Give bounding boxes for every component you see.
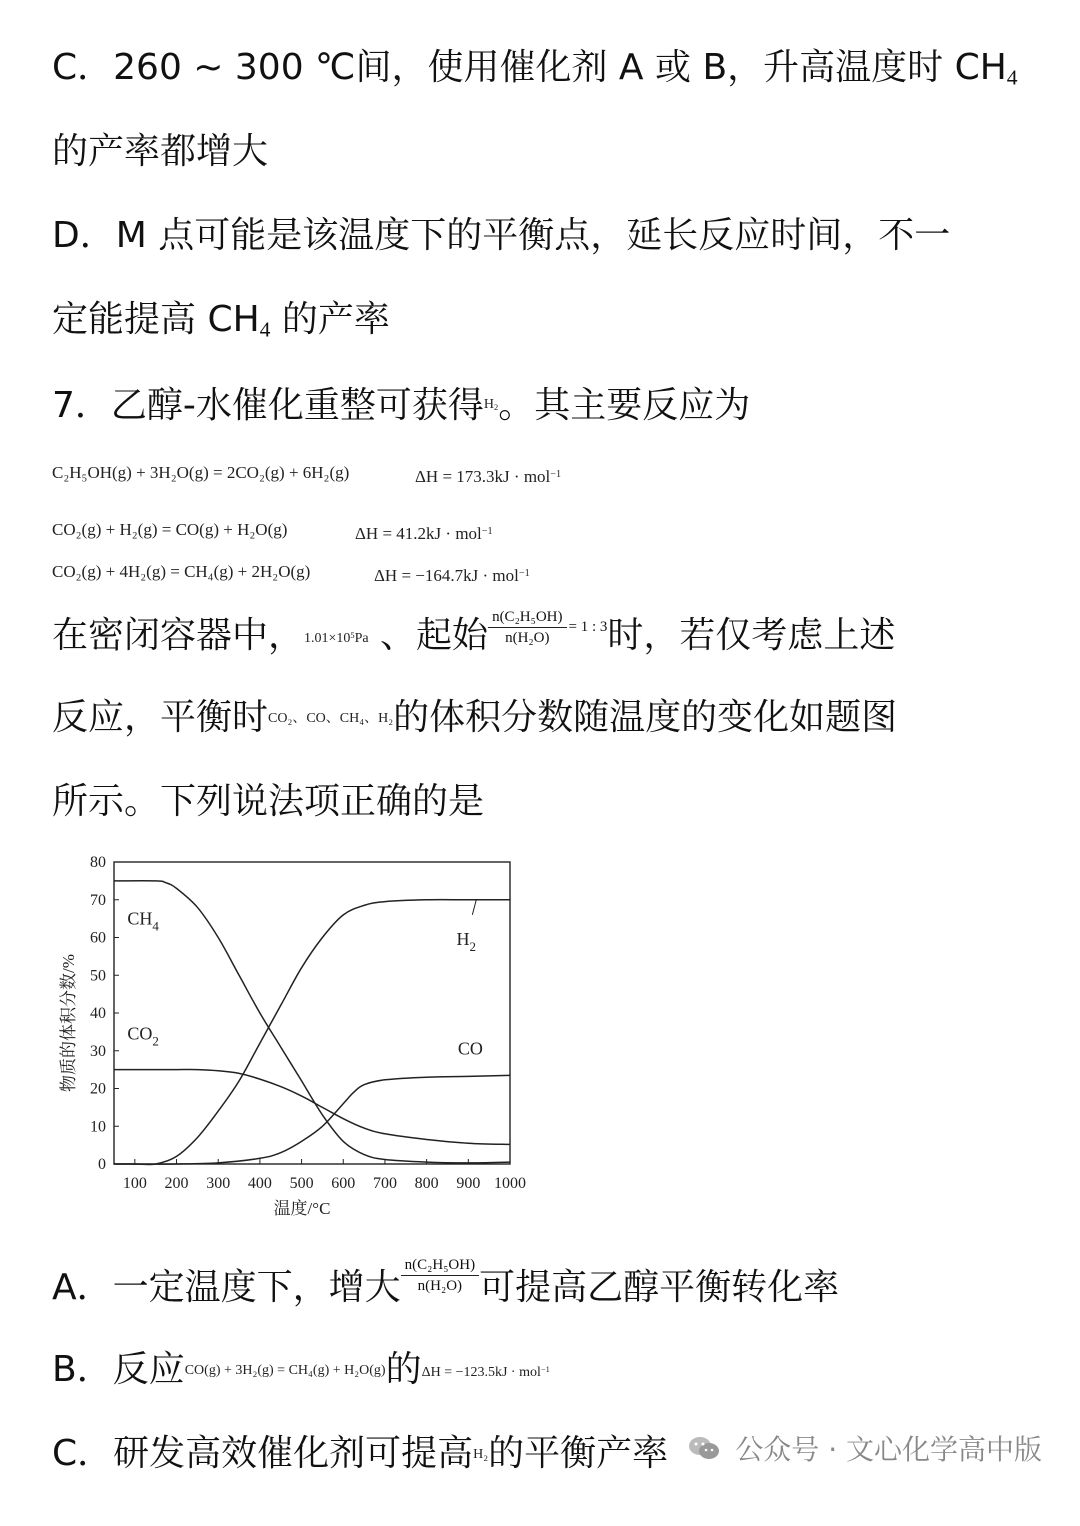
option-b-dh	[422, 1365, 550, 1380]
option-d-text-end: 的产率	[270, 299, 390, 340]
series-line-h2	[114, 900, 510, 1165]
x-tick-label: 1000	[494, 1175, 526, 1192]
h2-label-leader	[472, 900, 476, 915]
x-tick-label: 600	[331, 1175, 356, 1192]
question-7-text: 7．乙醇-水催化重整可获得	[52, 385, 484, 426]
equation-1	[52, 463, 562, 486]
y-tick-label: 0	[98, 1156, 106, 1173]
fraction-denominator: n(H₂O)	[505, 629, 550, 646]
pressure-mantissa: 1.01×10	[304, 630, 351, 646]
series-label-ch4: $CH_4$	[127, 908, 159, 934]
volume-fraction-chart	[50, 840, 530, 1235]
figure-intro-line	[52, 780, 484, 824]
ratio-fraction	[488, 607, 566, 648]
option-b-mid: 的	[385, 1349, 422, 1390]
pressure-exponent: 5	[350, 630, 355, 640]
option-c-previous-text: C．260 ~ 300 ℃间，使用催化剂 A 或 B，升高温度时 CH	[52, 47, 1007, 88]
equation-2-dh-value: ΔH = 41.2kJ · mol	[355, 524, 482, 543]
reaction-text: 反应，平衡时	[52, 697, 269, 738]
condition-end: 时，若仅考虑上述	[607, 615, 896, 656]
equation-1-dh	[415, 467, 561, 487]
pressure-value	[304, 631, 369, 646]
wechat-icon	[687, 1434, 721, 1462]
y-tick-label: 30	[90, 1042, 106, 1060]
option-b-text: B．反应	[52, 1349, 185, 1390]
fraction-numerator: n(C₂H₅OH)	[401, 1255, 479, 1276]
x-tick-label: 800	[414, 1175, 439, 1192]
y-axis-label: 物质的体积分数/%	[59, 954, 78, 1092]
option-a-line	[52, 1256, 840, 1310]
equation-3	[52, 562, 530, 585]
condition-line	[52, 608, 896, 659]
y-tick-label: 80	[90, 854, 106, 871]
option-c-line	[52, 1432, 668, 1476]
series-line-ch4	[114, 881, 510, 1163]
initial-ratio	[488, 605, 607, 649]
option-c-previous-text-cont: 的产率都增大	[52, 131, 269, 172]
equation-1-dh-value: ΔH = 173.3kJ · mol	[415, 467, 551, 486]
equation-3-lhs: CO₂(g) + 4H₂(g) = CH₄(g) + 2H₂O(g)	[52, 562, 311, 581]
y-tick-label: 50	[90, 967, 106, 985]
equation-3-dh-exp: −1	[518, 567, 530, 579]
ch4-subscript: 4	[259, 317, 271, 342]
reaction-line	[52, 696, 897, 740]
x-axis-label: 温度/°C	[273, 1199, 331, 1218]
equation-3-dh	[374, 566, 530, 586]
y-tick-label: 70	[90, 891, 106, 909]
condition-start: 、起始	[368, 615, 489, 656]
option-a-fraction	[401, 1255, 479, 1296]
question-7-text-end: 。其主要反应为	[498, 385, 751, 426]
option-a-text-end: 可提高乙醇平衡转化率	[479, 1267, 840, 1308]
equation-2-lhs: CO₂(g) + H₂(g) = CO(g) + H₂O(g)	[52, 520, 288, 539]
option-d-text: D．M 点可能是该温度下的平衡点，延长反应时间，不一	[52, 215, 951, 256]
plot-frame	[114, 862, 510, 1164]
option-c-previous-line1	[52, 46, 1018, 99]
y-tick-label: 60	[90, 929, 106, 947]
series-line-co2	[114, 1070, 510, 1145]
equation-2	[52, 520, 493, 543]
h2-symbol: H	[483, 397, 495, 413]
option-d-line1	[52, 214, 950, 258]
condition-text: 在密闭容器中，	[52, 615, 305, 656]
option-c-previous-line2	[52, 130, 268, 174]
equation-2-dh-exp: −1	[481, 525, 493, 537]
x-tick-label: 100	[122, 1175, 147, 1192]
fraction-denominator: n(H₂O)	[417, 1277, 463, 1294]
option-b-equation: CO(g) + 3H₂(g) = CH₄(g) + H₂O(g)	[184, 1363, 386, 1378]
fraction-numerator: n(C₂H₅OH)	[488, 607, 566, 628]
option-a-fraction-body	[401, 1255, 479, 1296]
series-label-co: CO	[457, 1038, 483, 1059]
option-d-line2	[52, 298, 390, 351]
question-7-stem	[52, 384, 750, 428]
x-tick-label: 300	[206, 1175, 231, 1192]
equation-2-dh	[355, 524, 493, 544]
x-tick-label: 900	[456, 1175, 481, 1192]
equation-1-lhs: C₂H₅OH(g) + 3H₂O(g) = 2CO₂(g) + 6H₂(g)	[52, 463, 350, 482]
y-tick-label: 20	[90, 1080, 106, 1098]
series-line-co	[114, 1075, 510, 1164]
chart-series	[114, 881, 510, 1165]
equation-1-dh-exp: −1	[550, 468, 562, 480]
figure-intro-text: 所示。下列说法项正确的是	[52, 781, 485, 822]
option-c-h2: H₂	[473, 1447, 489, 1462]
option-b-line	[52, 1348, 550, 1392]
option-c-text-end: 的平衡产率	[488, 1433, 669, 1474]
x-tick-label: 400	[247, 1175, 272, 1192]
x-tick-label: 200	[164, 1175, 189, 1192]
reaction-text-end: 的体积分数随温度的变化如题图	[393, 697, 898, 738]
h2-formula	[484, 397, 498, 412]
pressure-unit: Pa	[354, 630, 369, 646]
series-label-h2: $H_2$	[456, 929, 476, 955]
y-tick-label: 10	[90, 1118, 106, 1136]
y-tick-label: 40	[90, 1005, 106, 1022]
chart-labels	[127, 900, 482, 1059]
x-tick-label: 700	[372, 1175, 397, 1192]
x-tick-label: 500	[289, 1175, 314, 1192]
ratio-value: = 1 : 3	[568, 619, 608, 635]
h2-subscript: 2	[494, 403, 499, 413]
option-b-dh-exp: −1	[540, 1364, 550, 1374]
watermark	[687, 1428, 1042, 1468]
equation-3-dh-value: ΔH = −164.7kJ · mol	[374, 566, 519, 585]
option-c-text: C．研发高效催化剂可提高	[52, 1433, 474, 1474]
option-d-text-cont: 定能提高 CH	[52, 299, 260, 340]
series-label-co2: $CO_2$	[127, 1023, 159, 1049]
watermark-text: 公众号 · 文心化学高中版	[735, 1433, 1042, 1466]
option-a-text: A．一定温度下，增大	[52, 1267, 401, 1308]
option-b-dh-value: ΔH = −123.5kJ · mol	[421, 1364, 541, 1380]
ch4-subscript: 4	[1006, 65, 1018, 90]
species-list: CO₂、CO、CH₄、H₂	[268, 711, 394, 726]
